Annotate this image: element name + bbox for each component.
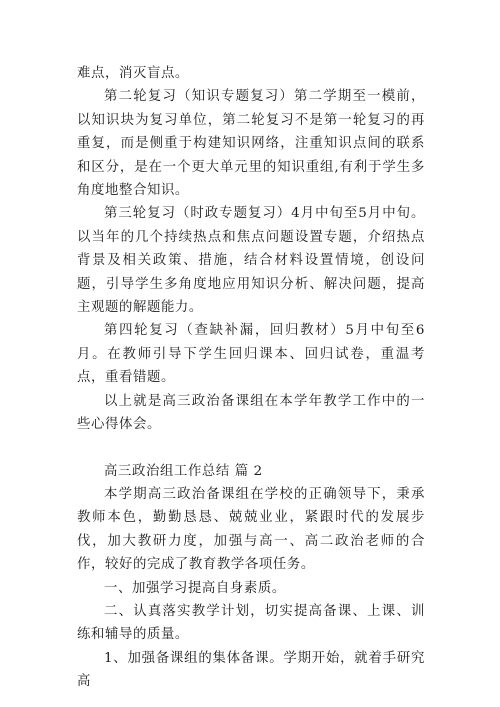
paragraph-second-round-review: 第二轮复习（知识专题复习）第二学期至一模前，以知识块为复习单位，第二轮复习不是第一轮复习的再重复，而是侧重于构建知识网络，注重知识点间的联系和区分，是在一个更大单元里的知识重组,有利于学生多角度地整合知识。 (77, 89, 425, 199)
paragraph-continuation: 难点，消灭盲点。 (77, 66, 189, 81)
paragraph-subpoint-one: 1、加强备课组的集体备课。学期开始，就着手研究高 (77, 650, 425, 690)
paragraph-point-two: 二、认真落实教学计划，切实提高备课、上课、训练和辅导的质量。 (77, 603, 425, 643)
paragraph-third-round-review: 第三轮复习（时政专题复习）4月中旬至5月中旬。以当年的几个持续热点和焦点问题设置专题，介绍热点背景及相关政策、措施，结合材料设置情境，创设问题，引导学生多角度地应用知识分析、解决问题，提高主观题的解题能力。 (77, 206, 425, 316)
section-heading: 高三政治组工作总结 篇 2 (104, 463, 263, 479)
paragraph-fourth-round-review: 第四轮复习（查缺补漏，回归教材）5月中旬至6月。在教师引导下学生回归课本、回归试卷，重温考点，重看错题。 (77, 323, 425, 386)
paragraph-point-one: 一、加强学习提高自身素质。 (104, 580, 286, 596)
section-spacer (77, 437, 425, 460)
paragraph-conclusion: 以上就是高三政治备课组在本学年教学工作中的一些心得体会。 (77, 393, 425, 433)
document-body (77, 62, 425, 694)
paragraph-section-intro: 本学期高三政治备课组在学校的正确领导下，秉承教师本色，勤勤恳恳、兢兢业业，紧跟时代的发展步伐，加大教研力度，加强与高一、高二政治老师的合作，较好的完成了教育教学各项任务。 (77, 486, 425, 573)
